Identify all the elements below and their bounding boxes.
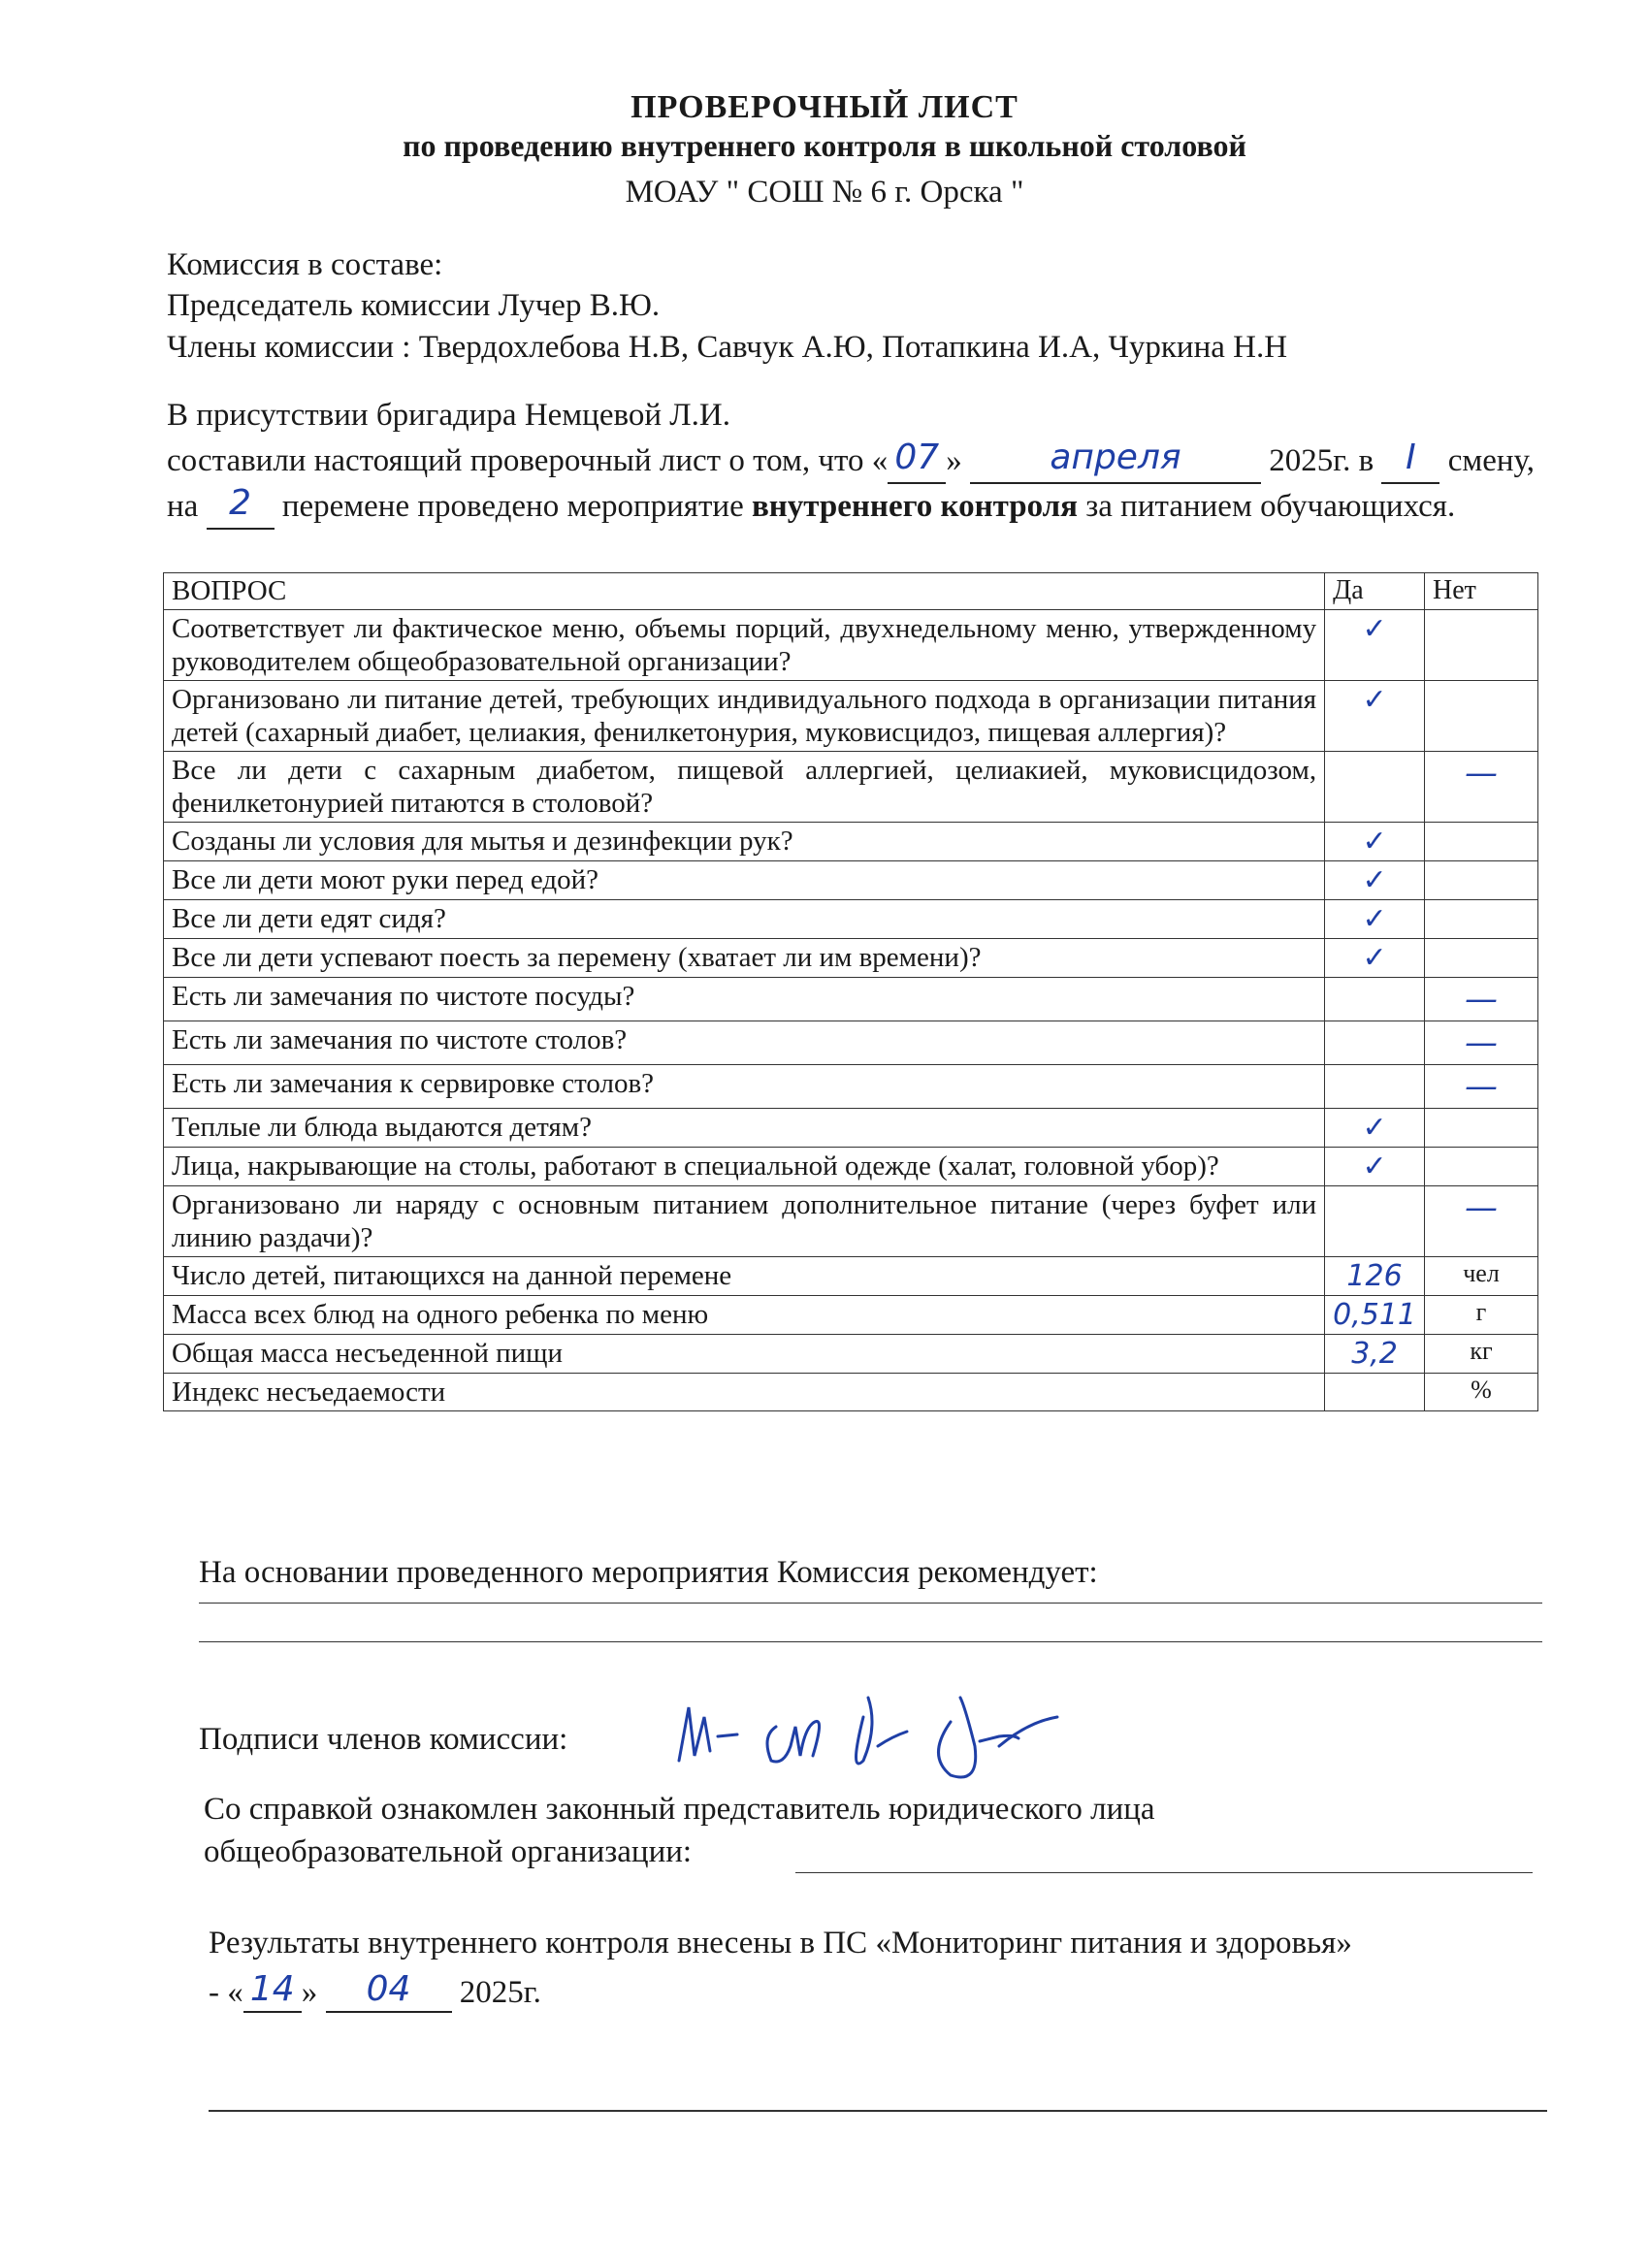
- row-no-mark: [1425, 610, 1538, 681]
- table-row: [164, 1335, 1538, 1374]
- row-question: Все ли дети моют руки перед едой?: [164, 861, 1325, 900]
- results-prefix: - «: [209, 1975, 243, 2010]
- row-yes-mark: ✓: [1325, 939, 1425, 978]
- row-yes-mark: [1325, 1186, 1425, 1257]
- month-blank: [970, 438, 1261, 484]
- row-yes-mark: ✓: [1325, 861, 1425, 900]
- bottom-line: [209, 2110, 1547, 2112]
- table-row: [164, 1065, 1538, 1109]
- intro-paragraph: [167, 438, 1535, 530]
- row-yes-mark: 126: [1325, 1257, 1425, 1296]
- row-yes-mark: 3,2: [1325, 1335, 1425, 1374]
- row-no-mark: —: [1425, 978, 1538, 1021]
- row-question: Лица, накрывающие на столы, работают в специальной одежде (халат, головной убор)?: [164, 1148, 1325, 1186]
- familiar-text-2: общеобразовательной организации:: [204, 1834, 693, 1869]
- document-title: ПРОВЕРОЧНЫЙ ЛИСТ: [630, 89, 1018, 125]
- break-value: 2: [229, 483, 252, 523]
- col-no-header: Нет: [1425, 573, 1538, 610]
- commission-label: Комиссия в составе:: [167, 247, 443, 282]
- col-question-header: ВОПРОС: [164, 573, 1325, 610]
- shift-value: I: [1406, 437, 1416, 477]
- recommend-line-2: [199, 1641, 1542, 1642]
- table-row: [164, 978, 1538, 1021]
- table-row: [164, 1109, 1538, 1148]
- row-question: Индекс несъедаемости: [164, 1374, 1325, 1411]
- intro-text-e: перемене проведено мероприятие: [281, 489, 744, 524]
- row-question: Все ли дети с сахарным диабетом, пищевой аллергией, целиакией, муковисцидозом, фенилкетонурией питаются в столовой?: [164, 752, 1325, 823]
- table-row: [164, 1257, 1538, 1296]
- organization-name: МОАУ " СОШ № 6 г. Орска ": [625, 175, 1024, 210]
- row-question: Масса всех блюд на одного ребенка по меню: [164, 1296, 1325, 1335]
- row-yes-mark: [1325, 1065, 1425, 1109]
- table-header-row: [164, 573, 1538, 610]
- presence-text: В присутствии бригадира Немцевой Л.И.: [167, 398, 730, 433]
- results-mid: »: [301, 1975, 318, 2010]
- results-date-line: [209, 1971, 541, 2013]
- signature-1: [679, 1707, 737, 1761]
- row-question: Общая масса несъеденной пищи: [164, 1335, 1325, 1374]
- row-no-mark: [1425, 861, 1538, 900]
- row-question: Соответствует ли фактическое меню, объемы порций, двухнедельному меню, утвержденному руководителем общеобразовательной организации?: [164, 610, 1325, 681]
- document-subtitle: по проведению внутреннего контроля в школьной столовой: [403, 128, 1246, 163]
- row-unit: %: [1425, 1374, 1538, 1411]
- table-row: [164, 1148, 1538, 1186]
- check-table: [163, 572, 1538, 1411]
- table-row: [164, 1021, 1538, 1065]
- row-yes-mark: [1325, 1374, 1425, 1411]
- row-question: Теплые ли блюда выдаются детям?: [164, 1109, 1325, 1148]
- row-question: Число детей, питающихся на данной перемене: [164, 1257, 1325, 1296]
- row-question: Все ли дети успевают поесть за перемену (хватает ли им времени)?: [164, 939, 1325, 978]
- recommend-text: На основании проведенного мероприятия Комиссия рекомендует:: [199, 1555, 1098, 1590]
- row-no-mark: [1425, 681, 1538, 752]
- commission-chair: Председатель комиссии Лучер В.Ю.: [167, 288, 661, 323]
- row-no-mark: [1425, 939, 1538, 978]
- results-day-blank: [243, 1971, 302, 2013]
- row-yes-mark: ✓: [1325, 900, 1425, 939]
- row-yes-mark: ✓: [1325, 610, 1425, 681]
- intro-text-g: за питанием обучающихся.: [1085, 489, 1456, 524]
- signature-4: [939, 1698, 1058, 1777]
- row-question: Все ли дети едят сидя?: [164, 900, 1325, 939]
- row-no-mark: —: [1425, 1021, 1538, 1065]
- col-yes-header: Да: [1325, 573, 1425, 610]
- table-row: [164, 900, 1538, 939]
- break-blank: [207, 484, 275, 530]
- row-no-mark: —: [1425, 1065, 1538, 1109]
- signatures-image: [669, 1669, 1135, 1795]
- signature-2: [767, 1721, 820, 1762]
- results-day-value: 14: [249, 1969, 295, 2009]
- results-month-blank: [326, 1971, 452, 2013]
- month-value: апреля: [1050, 437, 1181, 477]
- results-text: Результаты внутреннего контроля внесены в ПС «Мониторинг питания и здоровья»: [209, 1926, 1352, 1960]
- signature-3: [857, 1698, 908, 1764]
- row-question: Созданы ли условия для мытья и дезинфекции рук?: [164, 823, 1325, 861]
- commission-members: Члены комиссии : Твердохлебова Н.В, Савчук А.Ю, Потапкина И.А, Чуркина Н.Н: [167, 330, 1288, 365]
- table-row: [164, 823, 1538, 861]
- row-yes-mark: 0,511: [1325, 1296, 1425, 1335]
- familiar-text-1: Со справкой ознакомлен законный представитель юридического лица: [204, 1792, 1155, 1827]
- recommend-line-1: [199, 1603, 1542, 1604]
- row-yes-mark: ✓: [1325, 823, 1425, 861]
- table-row: [164, 1374, 1538, 1411]
- shift-blank: [1381, 438, 1439, 484]
- row-question: Организовано ли питание детей, требующих индивидуального подхода в организации питания детей (сахарный диабет, целиакия, фенилкетонурия, муковисцидоз, пищевая аллергия)?: [164, 681, 1325, 752]
- row-yes-mark: ✓: [1325, 1148, 1425, 1186]
- row-no-mark: [1425, 823, 1538, 861]
- row-yes-mark: ✓: [1325, 1109, 1425, 1148]
- row-yes-mark: [1325, 752, 1425, 823]
- presence-line: [167, 398, 1535, 434]
- row-no-mark: [1425, 1109, 1538, 1148]
- row-no-mark: [1425, 900, 1538, 939]
- row-no-mark: —: [1425, 1186, 1538, 1257]
- row-no-mark: —: [1425, 752, 1538, 823]
- row-yes-mark: [1325, 1021, 1425, 1065]
- day-value: 07: [894, 437, 940, 477]
- intro-text-f: внутреннего контроля: [751, 489, 1078, 524]
- row-yes-mark: [1325, 978, 1425, 1021]
- row-unit: кг: [1425, 1335, 1538, 1374]
- intro-text-b: »: [946, 443, 962, 478]
- row-question: Есть ли замечания к сервировке столов?: [164, 1065, 1325, 1109]
- row-question: Организовано ли наряду с основным питанием дополнительное питание (через буфет или линию раздачи)?: [164, 1186, 1325, 1257]
- row-unit: г: [1425, 1296, 1538, 1335]
- row-question: Есть ли замечания по чистоте столов?: [164, 1021, 1325, 1065]
- intro-text-c: 2025г. в: [1269, 443, 1374, 478]
- row-question: Есть ли замечания по чистоте посуды?: [164, 978, 1325, 1021]
- table-row: [164, 752, 1538, 823]
- intro-text-a: составили настоящий проверочный лист о том, что «: [167, 443, 889, 478]
- table-row: [164, 1186, 1538, 1257]
- table-row: [164, 1296, 1538, 1335]
- row-unit: чел: [1425, 1257, 1538, 1296]
- familiar-sign-line: [795, 1872, 1533, 1873]
- signatures-label: Подписи членов комиссии:: [199, 1722, 568, 1757]
- table-row: [164, 939, 1538, 978]
- day-blank: [888, 438, 946, 484]
- intro-text-d: смену, на: [167, 443, 1536, 524]
- table-row: [164, 681, 1538, 752]
- row-no-mark: [1425, 1148, 1538, 1186]
- results-month-value: 04: [366, 1969, 411, 2009]
- results-year: 2025г.: [459, 1975, 541, 2010]
- table-row: [164, 610, 1538, 681]
- table-row: [164, 861, 1538, 900]
- table-body: [164, 610, 1538, 1411]
- row-yes-mark: ✓: [1325, 681, 1425, 752]
